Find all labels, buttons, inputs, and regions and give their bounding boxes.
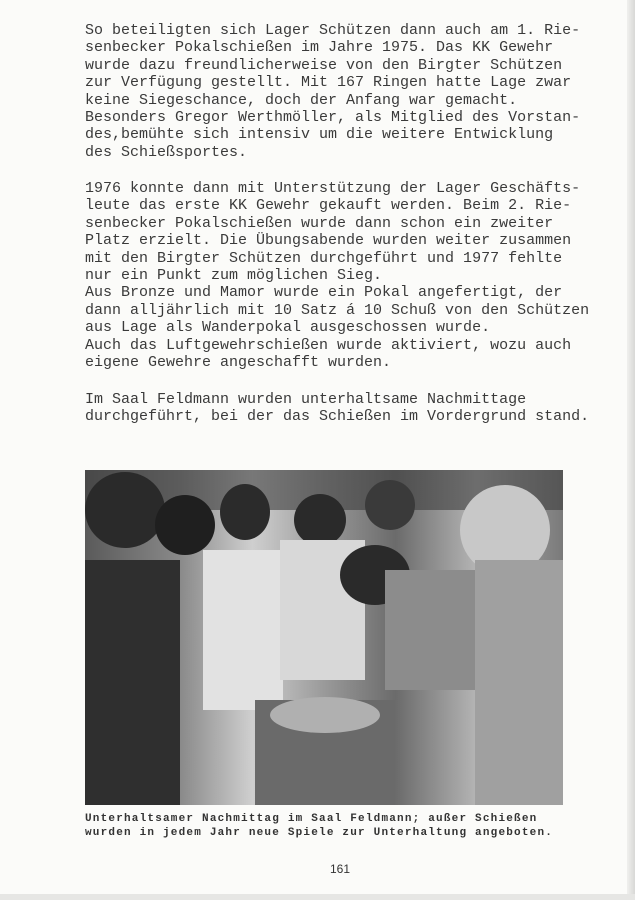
page-edge — [627, 0, 635, 900]
page-number: 161 — [330, 862, 351, 876]
paragraph-2: 1976 konnte dann mit Unterstützung der Lager Geschäfts- leute das erste KK Gewehr gekauft werden. Beim 2. Rie- senbecker Pokalschießen wurde dann schon ein zweiter Platz erzielt. Die Übungsabende wurden weiter zusammen mit den Birgter Schützen durchgeführt und 1977 fehlte nur ein Punkt zum möglichen Sieg. Aus Bronze und Mamor wurde ein Pokal angefertigt, der dann alljährlich mit 10 Satz á 10 Schuß von den Schützen aus Lage als Wanderpokal ausgeschossen wurde. Auch das Luftgewehrschießen wurde aktiviert, wozu auch eigene Gewehre angeschafft wurden. — [85, 180, 590, 372]
paragraph-3: Im Saal Feldmann wurden unterhaltsame Nachmittage durchgeführt, bei der das Schießen im Vordergrund stand. — [85, 391, 590, 426]
photo-caption: Unterhaltsamer Nachmittag im Saal Feldmann; außer Schießen wurden in jedem Jahr neue Spiele zur Unterhaltung angeboten. — [85, 813, 554, 839]
photo-shooting-afternoon — [85, 470, 563, 805]
page-bottom-edge — [0, 894, 635, 900]
paragraph-1: So beteiligten sich Lager Schützen dann auch am 1. Rie- senbecker Pokalschießen im Jahre 1975. Das KK Gewehr wurde dazu freundlicherweise von den Birgter Schützen zur Verfügung gestellt. Mit 167 Ringen hatte Lage zwar keine Siegeschance, doch der Anfang war gemacht. Besonders Gregor Werthmöller, als Mitglied des Vorstan- des,bemühte sich intensiv um die weitere Entwicklung des Schießsportes. — [85, 22, 581, 161]
